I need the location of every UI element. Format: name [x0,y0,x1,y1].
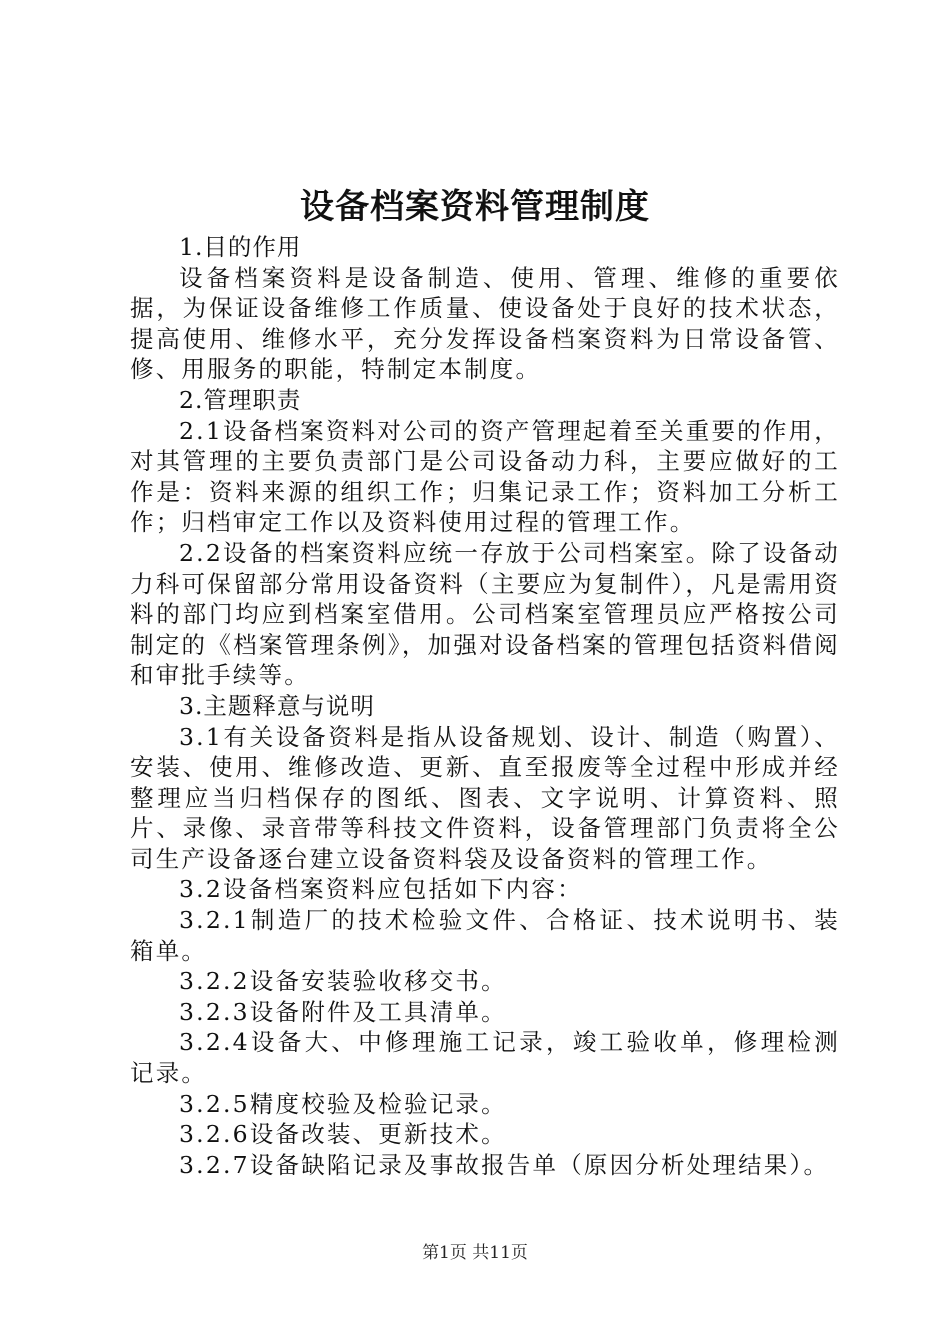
section-heading-2: 2.管理职责 [179,385,302,414]
list-item-3-2-2: 3.2.2设备安装验收移交书。 [179,967,507,996]
document-body [130,232,840,1180]
paragraph-3-2: 3.2设备档案资料应包括如下内容： [179,875,583,904]
paragraph-purpose: 设备档案资料是设备制造、使用、管理、维修的重要依据，为保证设备维修工作质量、使设备处于良好的技术状态，提高使用、维修水平，充分发挥设备档案资料为日常设备管、修、用服务的职能，特制定本制度。 [130,263,840,384]
section-heading-1: 1.目的作用 [179,233,302,261]
list-item-3-2-1: 3.2.1制造厂的技术检验文件、合格证、技术说明书、装箱单。 [130,906,840,965]
document-title: 设备档案资料管理制度 [300,187,650,227]
list-item-3-2-7: 3.2.7设备缺陷记录及事故报告单（原因分析处理结果）。 [179,1150,830,1179]
paragraph-2-1: 2.1设备档案资料对公司的资产管理起着至关重要的作用，对其管理的主要负责部门是公司设备动力科，主要应做好的工作是：资料来源的组织工作；归集记录工作；资料加工分析工作；归档审定工作以及资料使用过程的管理工作。 [130,416,840,537]
paragraph-3-1: 3.1有关设备资料是指从设备规划、设计、制造（购置）、安装、使用、维修改造、更新、直至报废等全过程中形成并经整理应当归档保存的图纸、图表、文字说明、计算资料、照片、录像、录音带等科技文件资料，设备管理部门负责将全公司生产设备逐台建立设备资料袋及设备资料的管理工作。 [130,722,840,873]
paragraph-2-2: 2.2设备的档案资料应统一存放于公司档案室。除了设备动力科可保留部分常用设备资料（主要应为复制件），凡是需用资料的部门均应到档案室借用。公司档案室管理员应严格按公司制定的《档案管理条例》，加强对设备档案的管理包括资料借阅和审批手续等。 [130,538,840,690]
list-item-3-2-4: 3.2.4设备大、中修理施工记录，竣工验收单，修理检测记录。 [130,1028,840,1088]
list-item-3-2-6: 3.2.6设备改装、更新技术。 [179,1120,507,1149]
list-item-3-2-5: 3.2.5精度校验及检验记录。 [179,1089,507,1118]
section-heading-3: 3.主题释意与说明 [179,691,375,720]
page-number-footer: 第1页 共11页 [422,1243,528,1263]
list-item-3-2-3: 3.2.3设备附件及工具清单。 [179,997,507,1026]
